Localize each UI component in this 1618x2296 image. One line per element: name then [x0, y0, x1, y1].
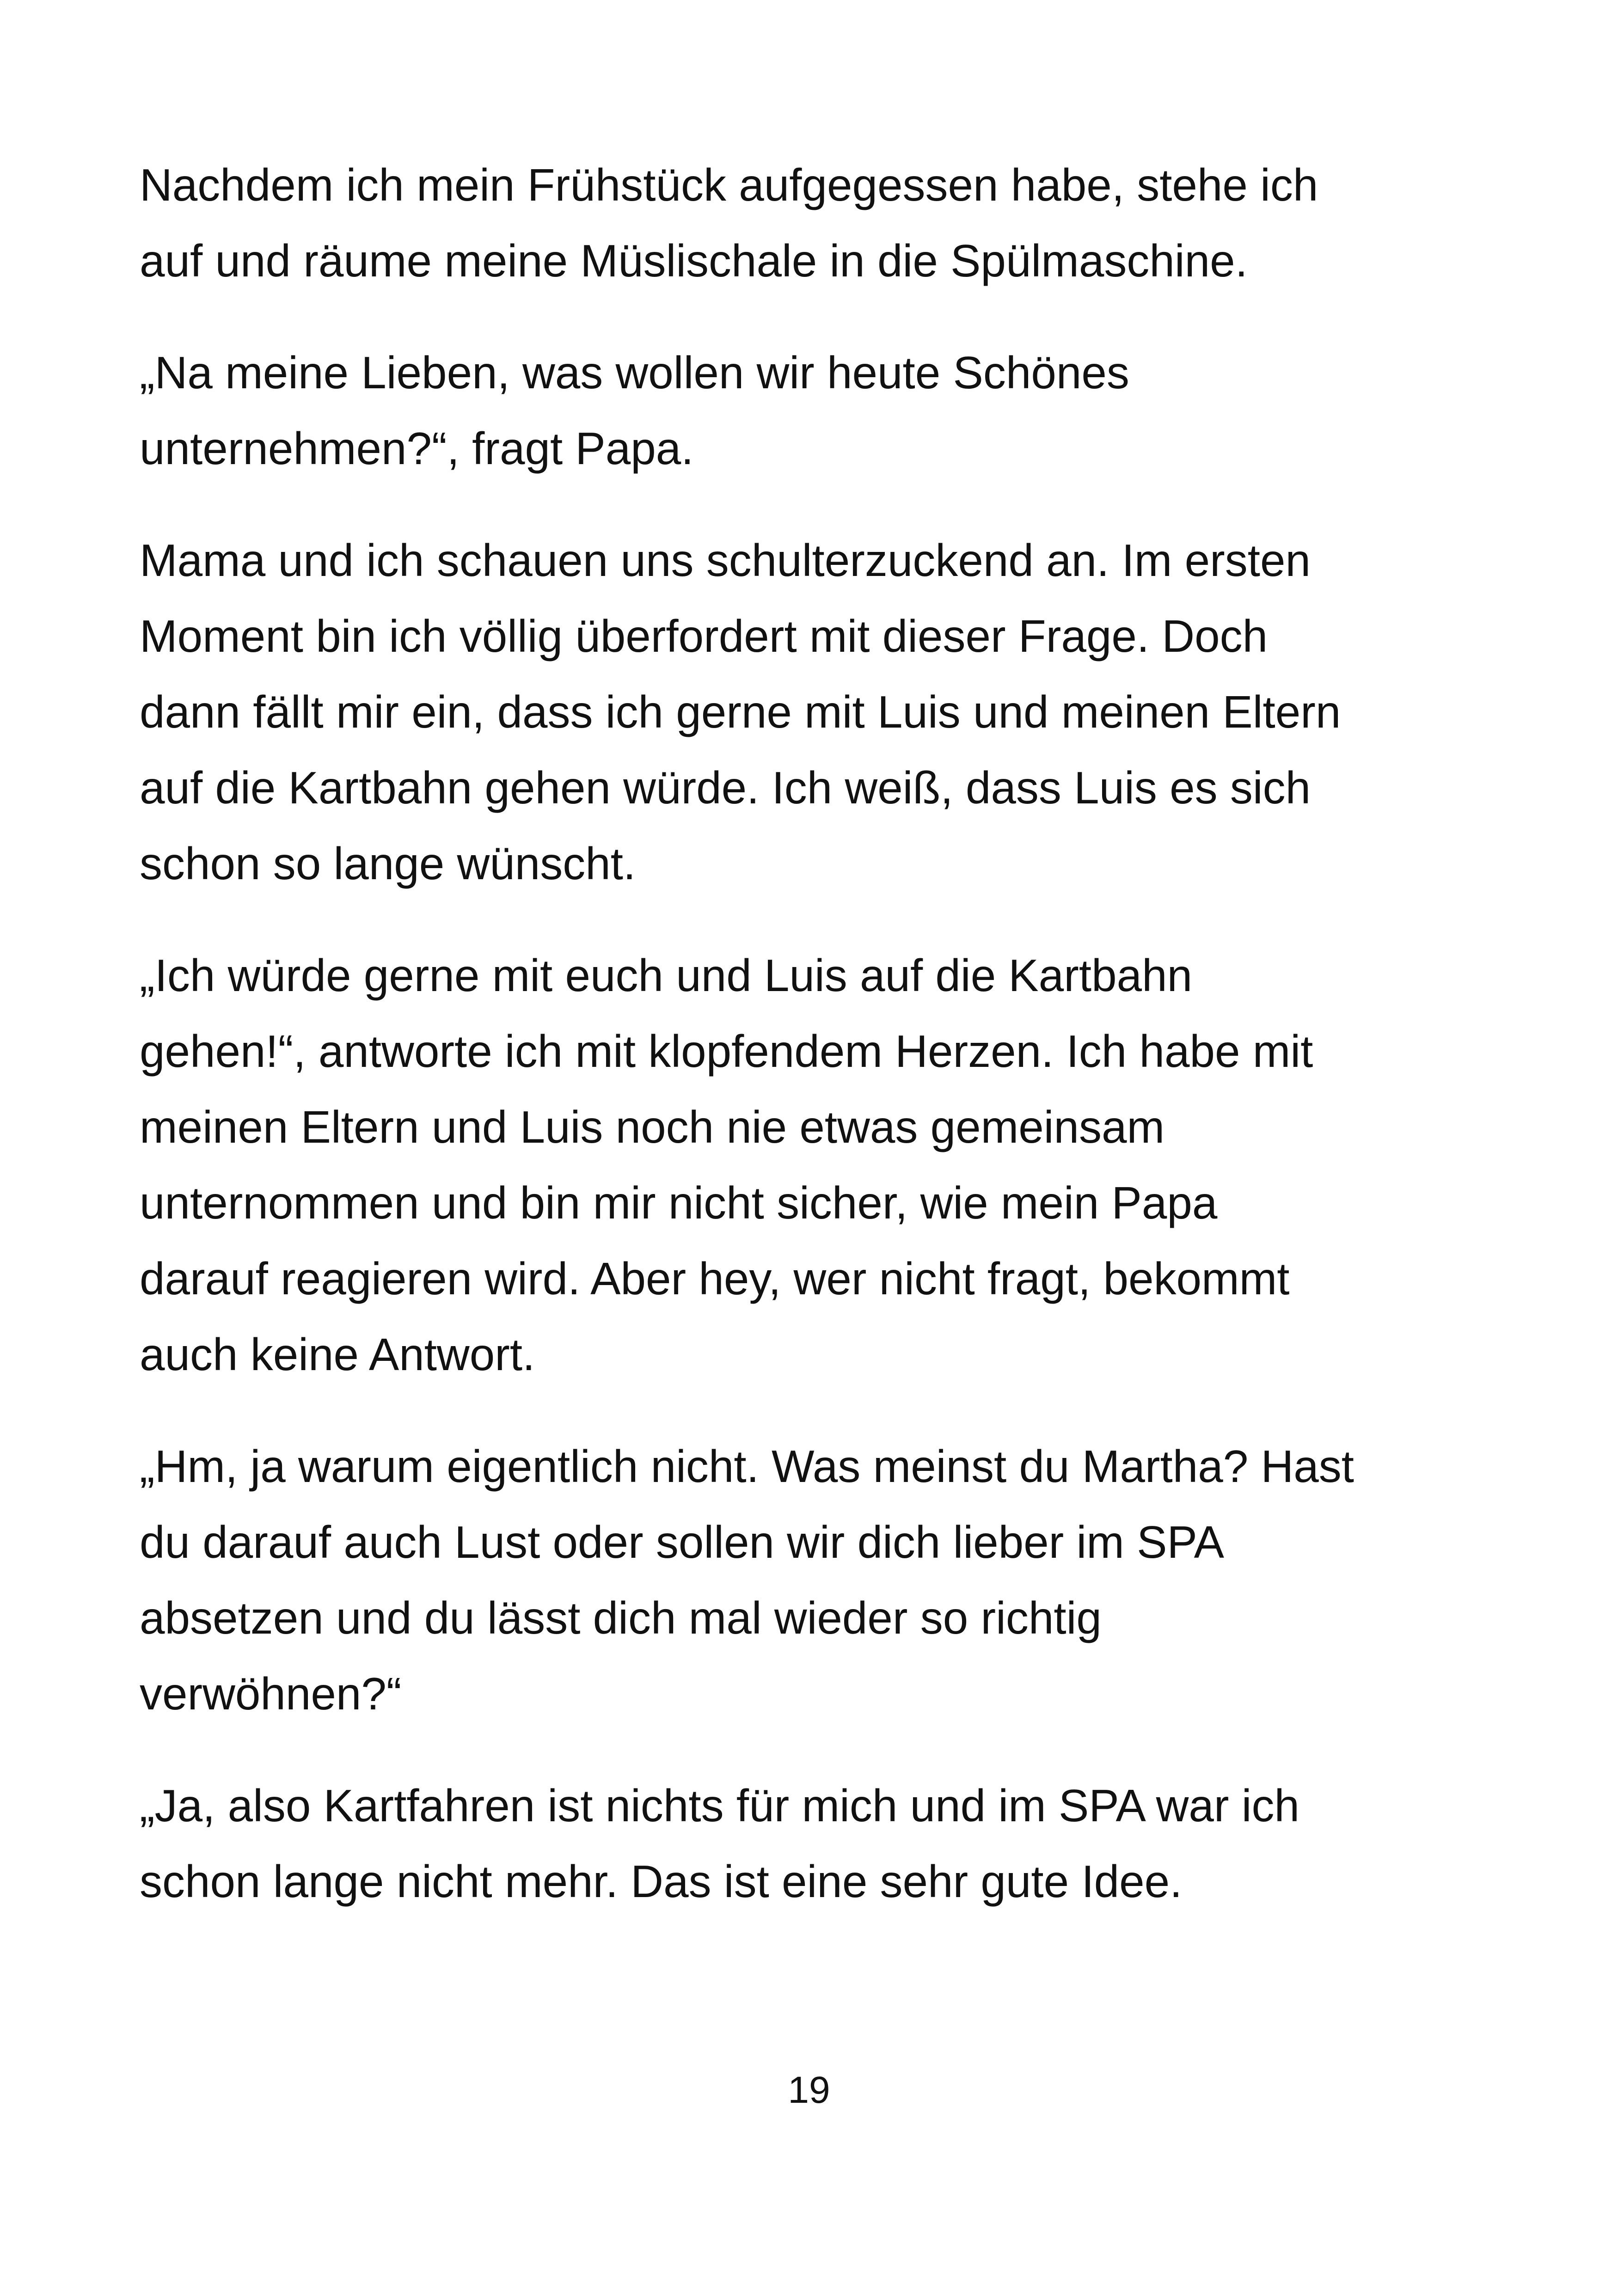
paragraph-3: Mama und ich schauen uns schulterzuckend an. Im ersten Moment bin ich völlig überfordert mit dieser Frage. Doch dann fällt mir ein, dass ich gerne mit Luis und meinen Eltern auf die Kartbahn gehen würde. Ich weiß, dass Luis es sich schon so lange wünscht. — [140, 535, 1341, 889]
paragraph-5: „Hm, ja warum eigentlich nicht. Was meinst du Martha? Hast du darauf auch Lust oder sollen wir dich lieber im SPA absetzen und du lässt dich mal wieder so richtig verwöhnen?“ — [140, 1441, 1354, 1719]
paragraph-4: „Ich würde gerne mit euch und Luis auf die Kartbahn gehen!“, antworte ich mit klopfendem Herzen. Ich habe mit meinen Eltern und Luis noch nie etwas gemeinsam unternommen und bin mir nicht sicher, wie mein Papa darauf reagieren wird. Aber hey, wer nicht fragt, bekommt auch keine Antwort. — [140, 950, 1313, 1380]
paragraph-1: Nachdem ich mein Frühstück aufgegessen habe, stehe ich auf und räume meine Müslischale in die Spülmaschine. — [140, 159, 1318, 286]
paragraph-2: „Na meine Lieben, was wollen wir heute Schönes unternehmen?“, fragt Papa. — [140, 347, 1129, 474]
page-number: 19 — [788, 2069, 830, 2111]
paragraph-6: „Ja, also Kartfahren ist nichts für mich und im SPA war ich schon lange nicht mehr. Das ist eine sehr gute Idee. — [140, 1780, 1300, 1907]
body-text — [140, 147, 1517, 1955]
